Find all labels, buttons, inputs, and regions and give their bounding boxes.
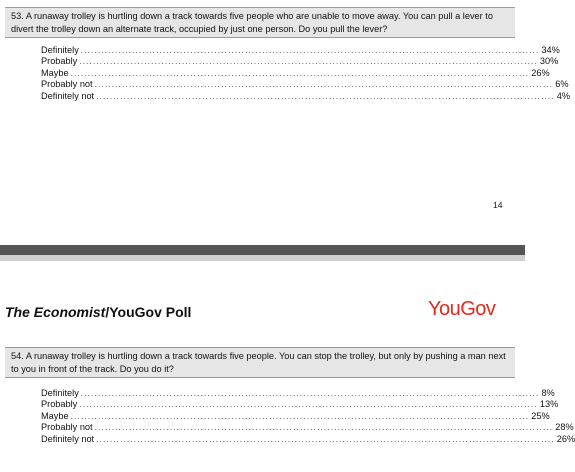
answer-label: Probably not (41, 79, 93, 90)
answer-row: Probably ...................................................................................................................................... 30% (41, 56, 559, 67)
answer-row: Definitely ...................................................................................................................................... 8% (41, 387, 555, 398)
answer-percent: 34% (541, 44, 560, 55)
answer-label: Maybe (41, 67, 69, 78)
answer-percent: 25% (531, 410, 550, 421)
answer-percent: 30% (539, 56, 559, 67)
answer-row: Definitely not ...................................................................................................................................... 26% (41, 433, 575, 444)
page-bottom (0, 261, 575, 472)
page-divider (0, 245, 525, 255)
answer-percent: 4% (556, 90, 571, 101)
answer-label: Definitely not (41, 90, 95, 101)
answer-row: Probably ...................................................................................................................................... 13% (41, 399, 559, 410)
answer-label: Probably (41, 56, 78, 67)
answer-label: Maybe (41, 410, 69, 421)
answer-row: Maybe ...................................................................................................................................... 25% (41, 410, 550, 421)
question-53-answers (41, 44, 571, 102)
poll-title-rest: /YouGov Poll (105, 304, 192, 320)
answer-row: Probably not ...................................................................................................................................... 28% (41, 422, 574, 433)
answer-label: Definitely not (41, 433, 95, 444)
poll-title (5, 304, 191, 320)
answer-percent: 13% (539, 399, 559, 410)
yougov-logo-text: YouGov (428, 298, 496, 320)
answer-label: Probably (41, 399, 78, 410)
answer-label: Definitely (41, 387, 79, 398)
answer-label: Definitely (41, 44, 79, 55)
question-53-text: 53. A runaway trolley is hurtling down a track towards five people who are unable to move away. You can pull a lever to divert the trolley down an alternate track, occupied by just one person. Do you pull the lever? (11, 11, 493, 34)
answer-percent: 6% (555, 79, 569, 90)
answer-row: Maybe ...................................................................................................................................... 26% (41, 67, 550, 78)
answer-percent: 28% (555, 422, 574, 433)
answer-percent: 26% (556, 433, 575, 444)
answer-row: Definitely not ...................................................................................................................................... 4% (41, 90, 571, 101)
question-54-box (5, 347, 515, 378)
question-53-box (5, 7, 515, 38)
answer-row: Probably not ...................................................................................................................................... 6% (41, 79, 569, 90)
question-54-answers (41, 387, 575, 445)
answer-percent: 26% (531, 67, 550, 78)
answer-percent: 8% (541, 387, 555, 398)
answer-row: Definitely ...................................................................................................................................... 34% (41, 44, 560, 55)
question-54-text: 54. A runaway trolley is hurtling down a track towards five people. You can stop the trolley, but only by pushing a man next to you in front of the track. Do you do it? (11, 351, 506, 374)
yougov-logo (428, 298, 495, 321)
page-number: 14 (493, 200, 503, 210)
poll-title-publication: The Economist (5, 304, 106, 320)
answer-label: Probably not (41, 422, 93, 433)
